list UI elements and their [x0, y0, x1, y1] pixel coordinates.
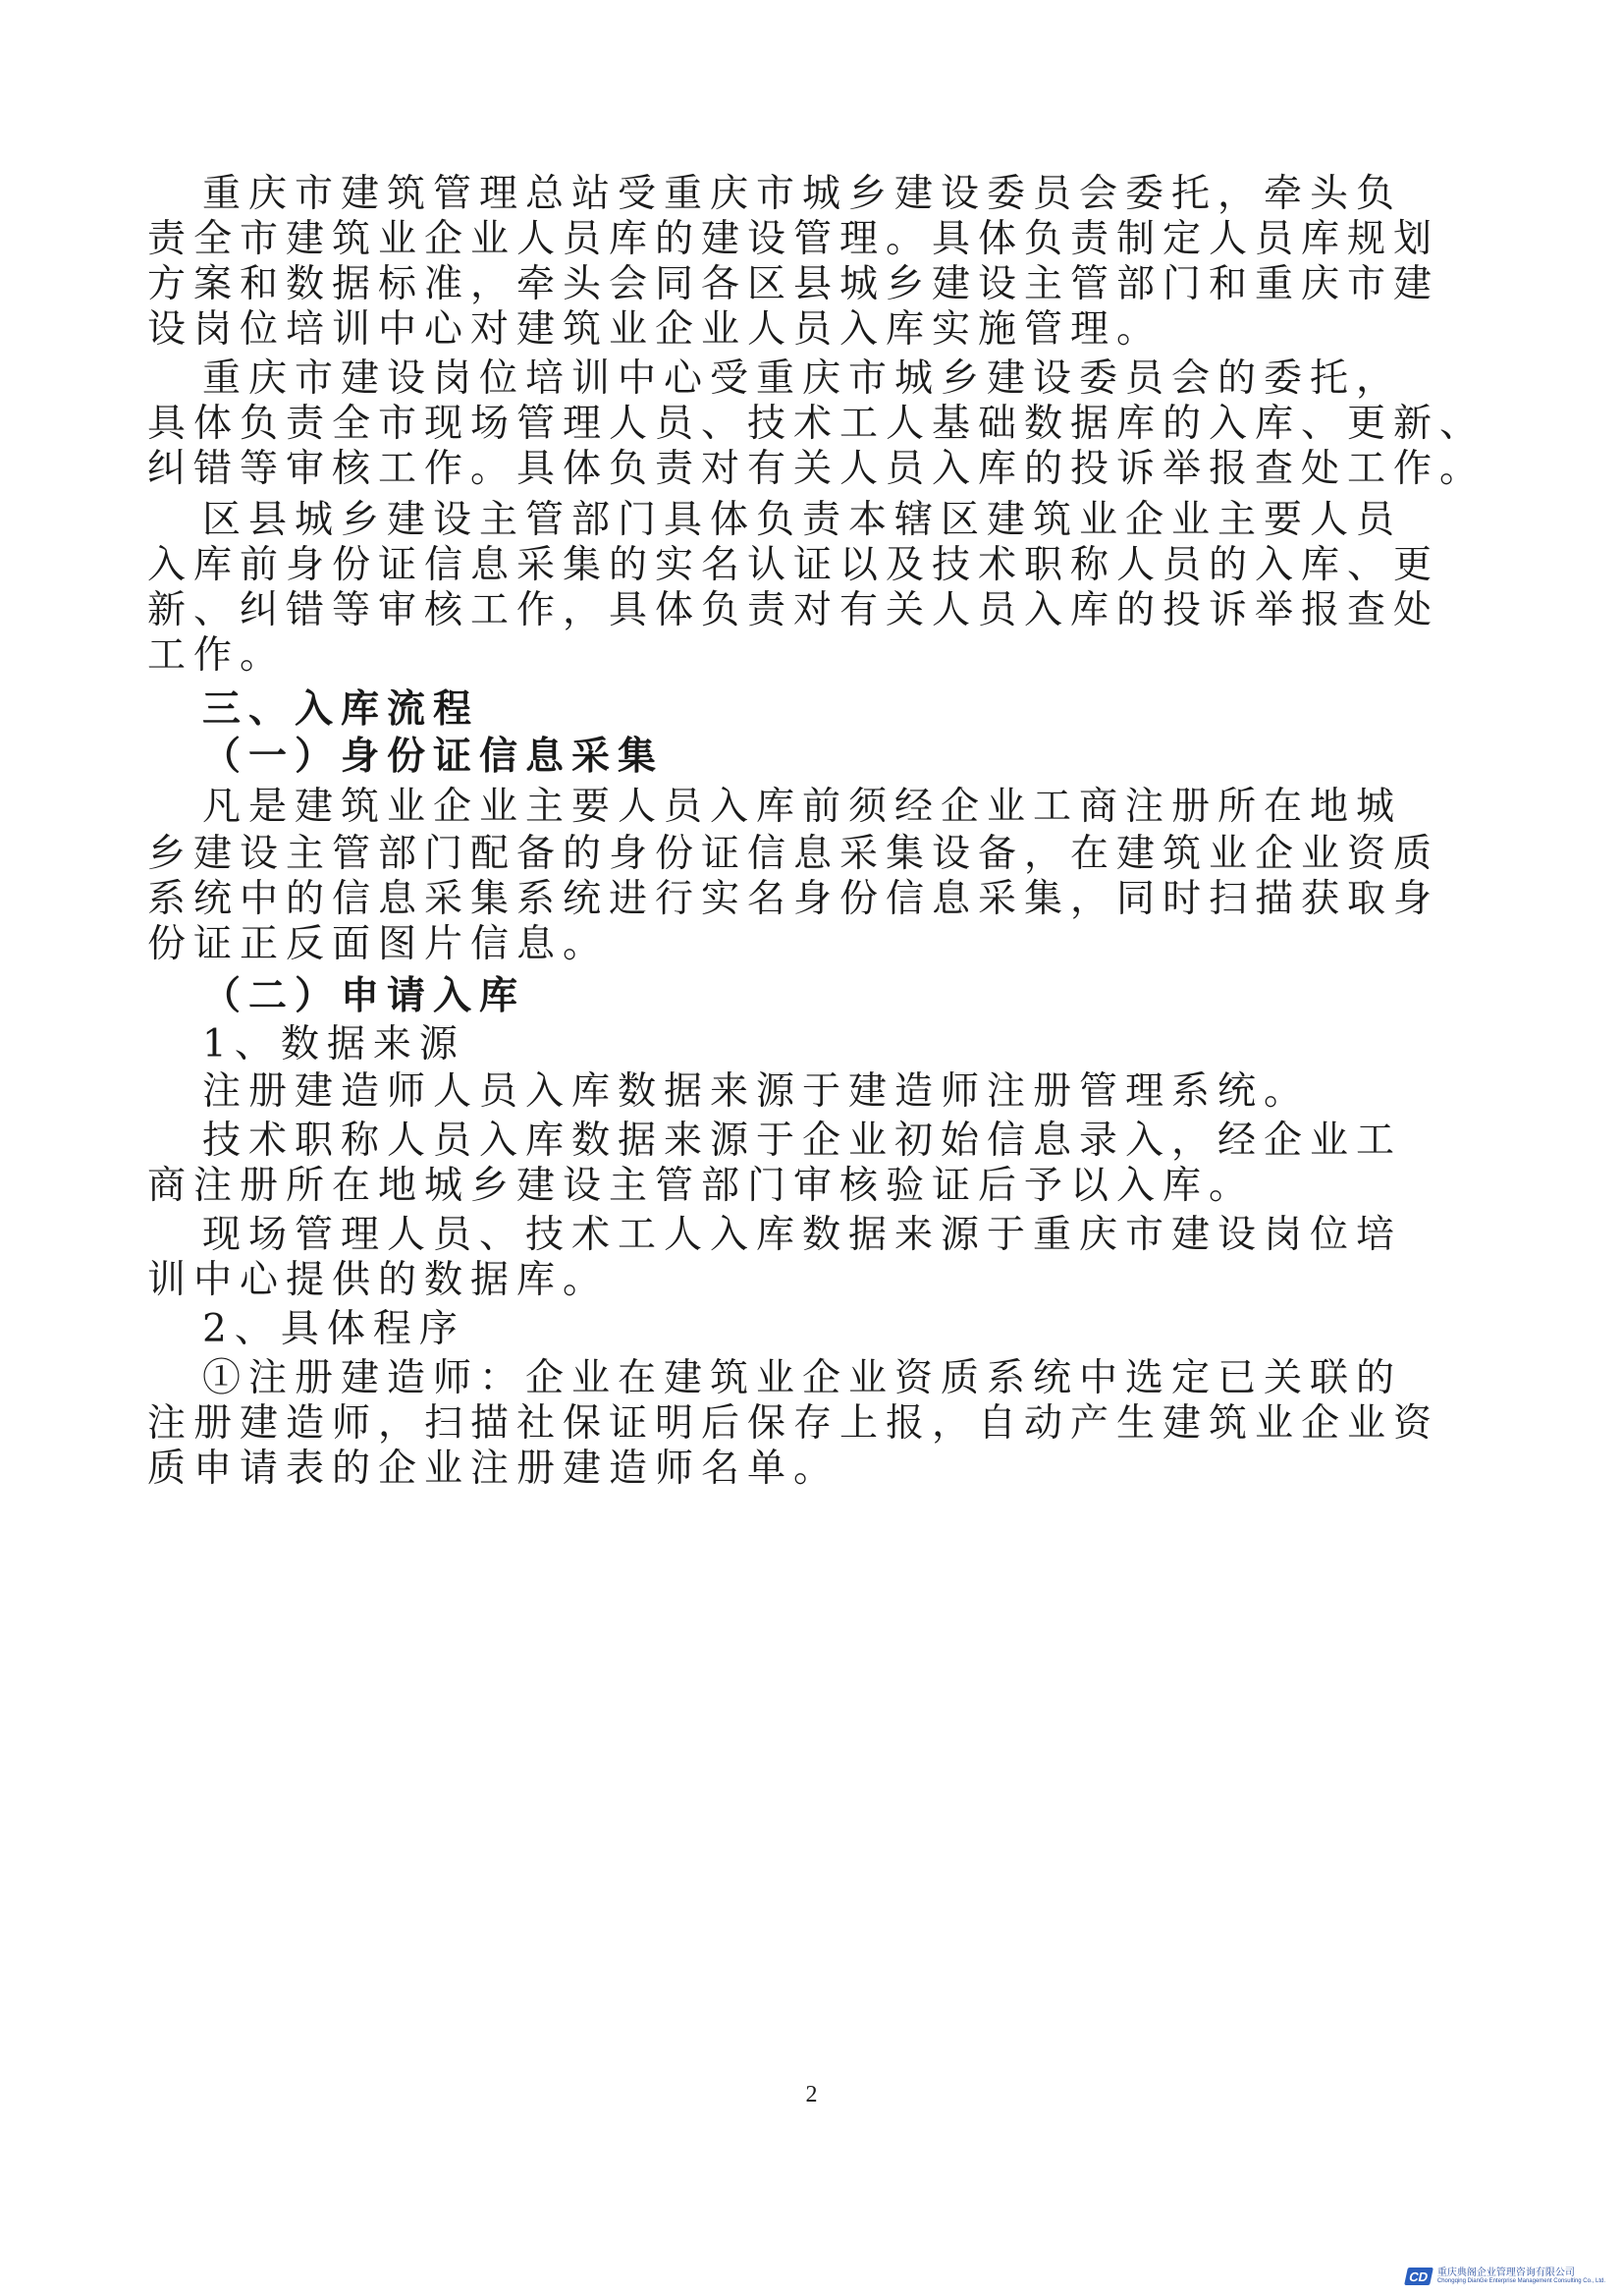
paragraph-line: 方案和数据标准，牵头会同各区县城乡建设主管部门和重庆市建 [147, 262, 1440, 306]
paragraph-line: 现场管理人员、技术工人入库数据来源于重庆市建设岗位培 [202, 1213, 1403, 1257]
paragraph-line: 新、纠错等审核工作，具体负责对有关人员入库的投诉举报查处 [147, 588, 1440, 632]
paragraph-line: 入库前身份证信息采集的实名认证以及技术职称人员的入库、更 [147, 543, 1440, 587]
subsection-heading: （一）身份证信息采集 [202, 734, 665, 779]
paragraph-line: 具体负责全市现场管理人员、技术工人基础数据库的入库、更新、 [147, 402, 1487, 446]
section-heading: 三、入库流程 [202, 686, 480, 732]
paragraph-line: 工作。 [147, 633, 287, 678]
paragraph-line: 注册建造师，扫描社保证明后保存上报，自动产生建筑业企业资 [147, 1401, 1440, 1446]
logo-mark-icon: CD [1404, 2268, 1434, 2285]
company-logo [1406, 2264, 1605, 2289]
paragraph-line: 责全市建筑业企业人员库的建设管理。具体负责制定人员库规划 [147, 217, 1440, 261]
paragraph-line: 乡建设主管部门配备的身份证信息采集设备，在建筑业企业资质 [147, 832, 1440, 876]
paragraph-line: 质申请表的企业注册建造师名单。 [147, 1447, 840, 1491]
paragraph-line: 设岗位培训中心对建筑业企业人员入库实施管理。 [147, 307, 1163, 352]
logo-text-en: Chongqing DianGe Enterprise Management Consulting Co., Ltd. [1436, 2278, 1605, 2284]
paragraph-line: 份证正反面图片信息。 [147, 922, 610, 966]
paragraph-line: 商注册所在地城乡建设主管部门审核验证后予以入库。 [147, 1164, 1256, 1208]
subsection-heading: （二）申请入库 [202, 973, 526, 1018]
page-number: 2 [805, 2082, 818, 2107]
paragraph-line: 系统中的信息采集系统进行实名身份信息采集，同时扫描获取身 [147, 877, 1440, 921]
paragraph-line: 重庆市建设岗位培训中心受重庆市城乡建设委员会的委托， [202, 356, 1403, 401]
paragraph-line: ①注册建造师：企业在建筑业企业资质系统中选定已关联的 [202, 1356, 1403, 1400]
list-heading: 2、具体程序 [202, 1307, 465, 1351]
paragraph-line: 注册建造师人员入库数据来源于建造师注册管理系统。 [202, 1069, 1311, 1114]
paragraph-line: 重庆市建筑管理总站受重庆市城乡建设委员会委托，牵头负 [202, 172, 1403, 216]
paragraph-line: 纠错等审核工作。具体负责对有关人员入库的投诉举报查处工作。 [147, 447, 1487, 491]
paragraph-line: 区县城乡建设主管部门具体负责本辖区建筑业企业主要人员 [202, 498, 1403, 542]
paragraph-line: 训中心提供的数据库。 [147, 1258, 610, 1302]
list-heading: 1、数据来源 [202, 1022, 465, 1066]
paragraph-line: 技术职称人员入库数据来源于企业初始信息录入，经企业工 [202, 1119, 1403, 1163]
paragraph-line: 凡是建筑业企业主要人员入库前须经企业工商注册所在地城 [202, 785, 1403, 829]
logo-text-cn: 重庆典阁企业管理咨询有限公司 [1436, 2268, 1575, 2278]
logo-text [1437, 2269, 1605, 2284]
